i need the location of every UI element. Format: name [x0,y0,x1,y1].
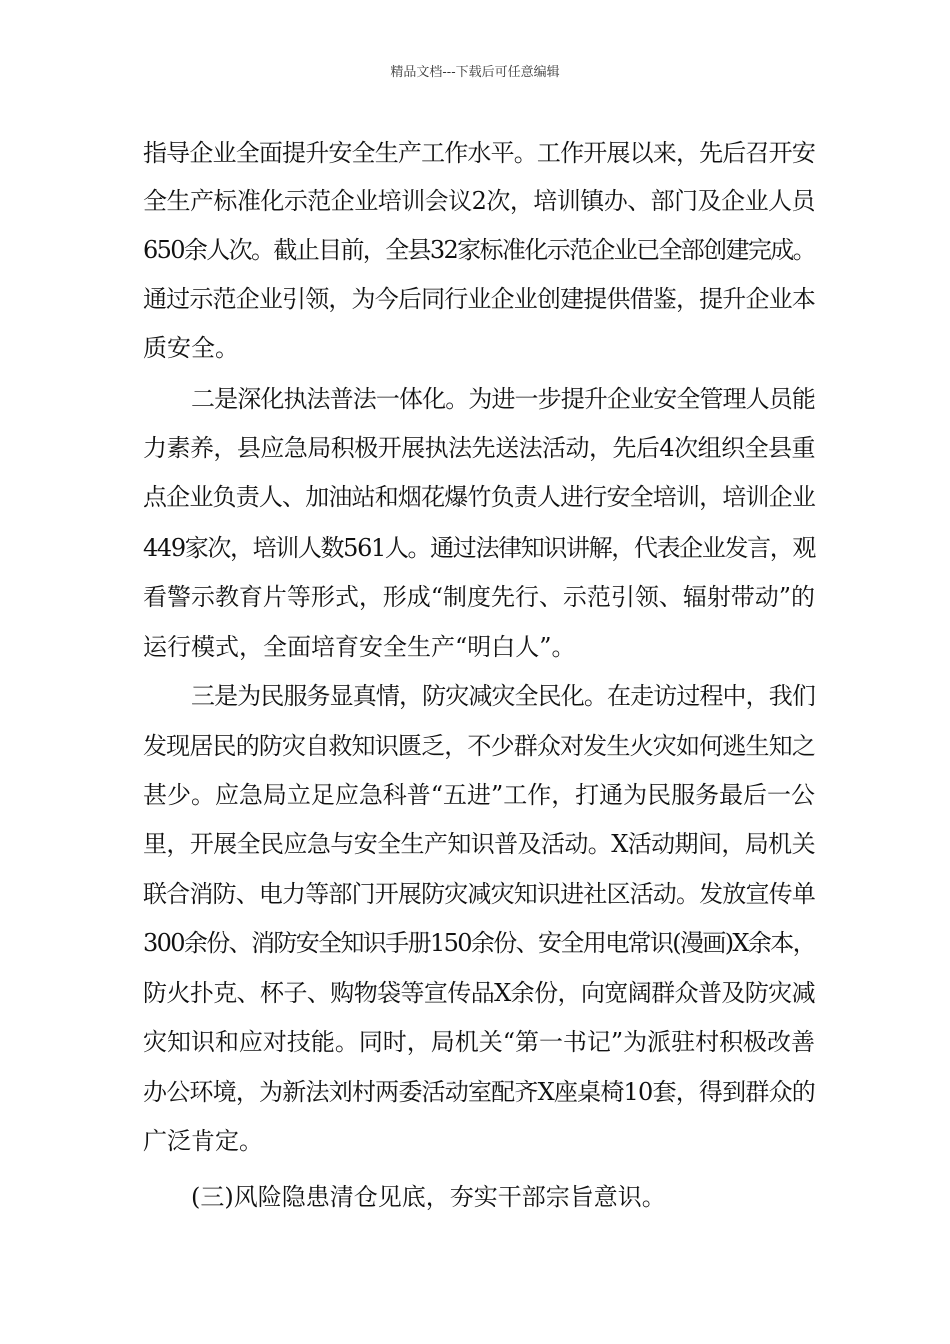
text-line: 300余份、消防安全知识手册150余份、安全用电常识(漫画)X余本， [143,929,815,957]
text-line: 点企业负责人、加油站和烟花爆竹负责人进行安全培训，培训企业 [143,483,815,511]
text-line: 看警示教育片等形式，形成“制度先行、示范引领、辐射带动”的 [143,583,815,611]
text-line: 449家次，培训人数561人。通过法律知识讲解，代表企业发言，观 [143,534,815,562]
text-line: 广泛肯定。 [143,1127,263,1155]
text-line: 灾知识和应对技能。同时，局机关“第一书记”为派驻村积极改善 [143,1028,815,1056]
text-line: 防火扑克、杯子、购物袋等宣传品X余份，向宽阔群众普及防灾减 [143,979,815,1007]
text-line: 联合消防、电力等部门开展防灾减灾知识进社区活动。发放宣传单 [143,880,815,908]
text-line: 里，开展全民应急与安全生产知识普及活动。X活动期间，局机关 [143,830,815,858]
text-line: 二是深化执法普法一体化。为进一步提升企业安全管理人员能 [191,385,815,413]
section-heading: (三)风险隐患清仓见底，夯实干部宗旨意识。 [191,1183,666,1211]
text-line: 三是为民服务显真情，防灾减灾全民化。在走访过程中，我们 [191,682,815,710]
text-line: 办公环境，为新法刘村两委活动室配齐X座桌椅10套，得到群众的 [143,1078,815,1106]
text-line: 指导企业全面提升安全生产工作水平。工作开展以来，先后召开安 [143,139,815,167]
text-line: 力素养，县应急局积极开展执法先送法活动，先后4次组织全县重 [143,434,815,462]
text-line: 通过示范企业引领，为今后同行业企业创建提供借鉴，提升企业本 [143,285,815,313]
page-header: 精品文档---下载后可任意编辑 [390,65,560,80]
text-line: 650余人次。截止目前，全县32家标准化示范企业已全部创建完成。 [143,236,815,264]
text-line: 发现居民的防灾自救知识匮乏，不少群众对发生火灾如何逃生知之 [143,732,815,760]
text-line: 运行模式，全面培育安全生产“明白人”。 [143,633,576,661]
text-line: 甚少。应急局立足应急科普“五进”工作，打通为民服务最后一公 [143,781,815,809]
text-line: 全生产标准化示范企业培训会议2次，培训镇办、部门及企业人员 [143,187,815,215]
text-line: 质安全。 [143,334,239,362]
